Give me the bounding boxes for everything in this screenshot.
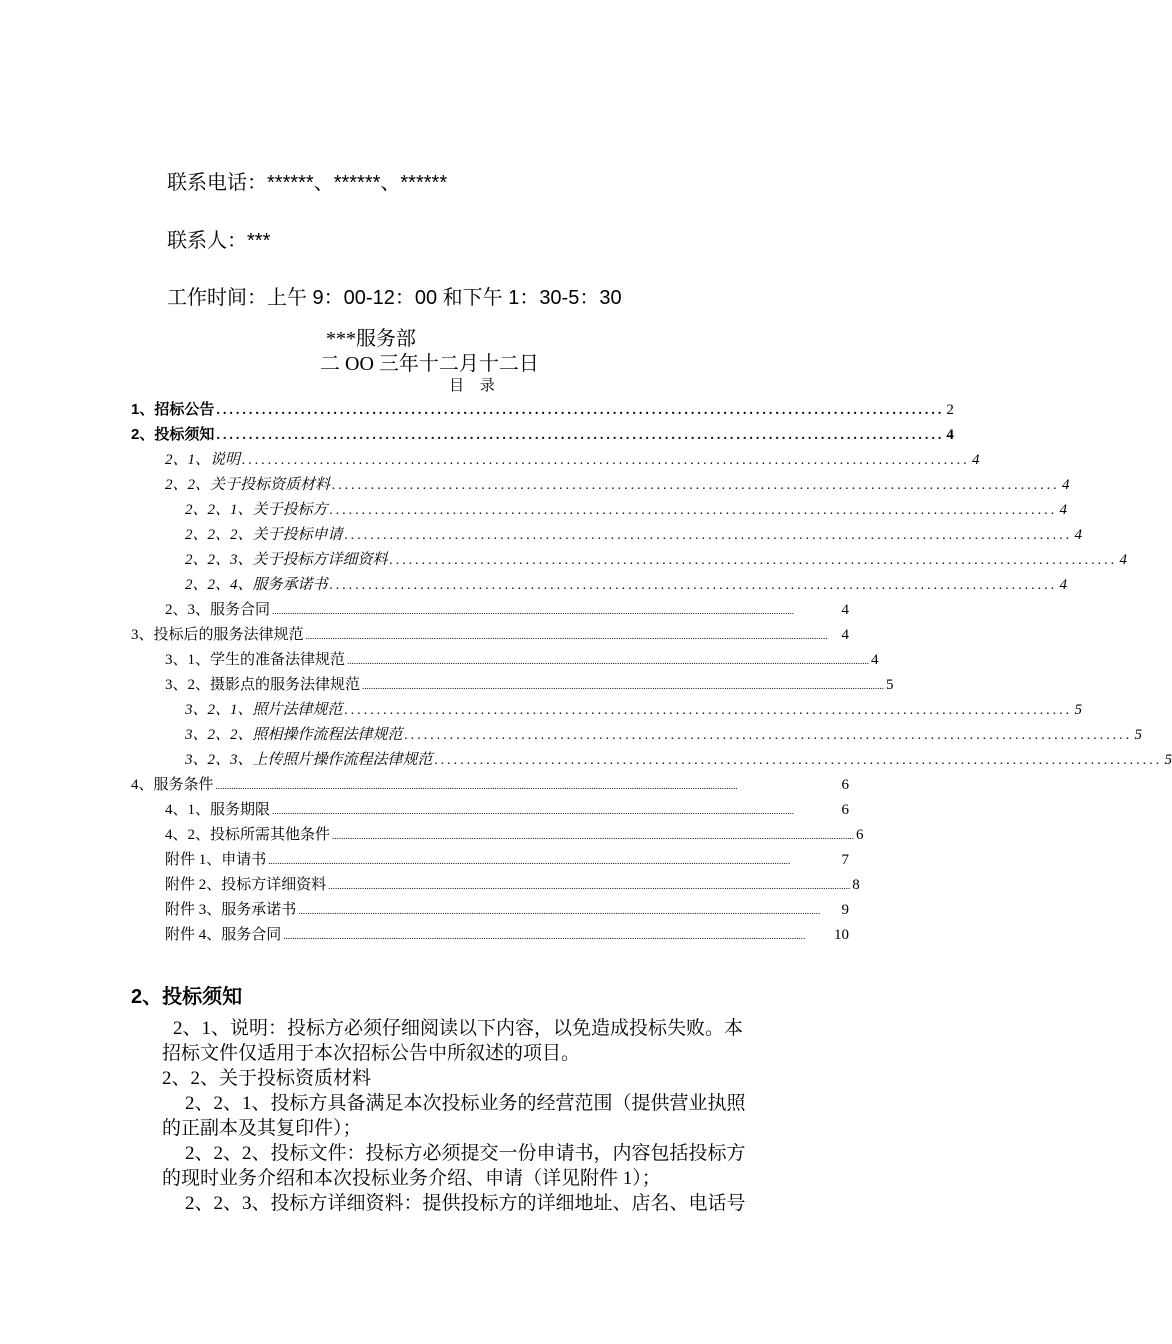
toc-entry-page: 4 [841,627,849,643]
toc-entry-page: 5 [1074,702,1083,718]
toc-leader: ........................................................................................................................................................................................................................................ [272,606,795,616]
section-paragraph-line: 2、1、说明：投标方必须仔细阅读以下内容，以免造成投标失败。本 [173,1018,744,1039]
section-heading: 2、投标须知 [131,986,243,1008]
toc-entry[interactable] [165,673,894,698]
toc-leader: ................................................................................................................ [344,528,1073,543]
section-paragraph-line: 招标文件仅适用于本次招标公告中所叙述的项目。 [162,1043,581,1064]
toc-entry-page: 4 [1059,577,1068,593]
toc-entry-label: 3、2、3、上传照片操作流程法律规范 [185,752,433,768]
toc-entry[interactable] [185,573,1068,598]
toc-entry[interactable] [165,648,879,673]
section-paragraph-line: 2、2、关于投标资质材料 [162,1068,372,1089]
toc-entry-label: 2、2、4、服务承诺书 [185,577,328,593]
section-paragraph-line: 的正副本及其复印件）； [162,1118,362,1139]
toc-title: 目 录 [449,378,501,394]
toc-entry[interactable] [165,823,864,848]
toc-entry-page: 10 [834,927,849,943]
toc-leader: ........................................................................................................................................................................................................................................ [272,806,795,816]
toc-leader: ........................................................................................................................................................................................................................................ [328,881,851,891]
toc-entry-label: 3、2、2、照相操作流程法律规范 [185,727,403,743]
toc-entry-label: 4、1、服务期限 [165,802,271,818]
toc-entry-label: 附件 1、申请书 [165,852,267,868]
working-hours: 工作时间：上午 9：00-12：00 和下午 1：30-5：30 [167,287,622,309]
toc-entry-page: 9 [841,902,849,918]
toc-entry[interactable] [185,698,1083,723]
toc-entry-page: 7 [841,852,849,868]
toc-entry-label: 附件 4、服务合同 [165,927,282,943]
section-paragraph-line: 2、2、2、投标文件：投标方必须提交一份申请书，内容包括投标方 [185,1143,746,1164]
toc-leader: ................................................................................................................ [389,553,1118,568]
toc-entry-page: 4 [1059,502,1068,518]
toc-entry[interactable] [131,623,849,648]
toc-leader: ........................................................................................................................................................................................................................................ [298,906,821,916]
toc-entry[interactable] [131,423,954,448]
contact-phone: 联系电话：******、******、****** [167,172,448,194]
toc-entry-page: 6 [841,777,849,793]
toc-leader: ................................................................................................................ [404,728,1133,743]
toc-leader: ........................................................................................................................................................................................................................................ [283,931,806,941]
toc-leader: ................................................................................................................ [242,453,971,468]
section-paragraph-line: 2、2、3、投标方详细资料：提供投标方的详细地址、店名、电话号 [185,1193,746,1214]
department-name: ***服务部 [326,328,416,350]
toc-leader: ........................................................................................................................................................................................................................................ [268,856,791,866]
toc-entry-page: 6 [841,802,849,818]
toc-entry[interactable] [185,748,1172,773]
toc-leader: ................................................................................................................ [329,578,1058,593]
toc-entry-label: 2、2、2、关于投标申请 [185,527,343,543]
toc-leader: ................................................................................................................ [332,478,1061,493]
toc-entry-label: 2、2、3、关于投标方详细资料 [185,552,388,568]
toc-entry[interactable] [165,473,1070,498]
toc-entry-page: 4 [1062,477,1070,493]
toc-leader: ........................................................................................................................................................................................................................................ [305,631,828,641]
toc-entry-label: 3、2、摄影点的服务法律规范 [165,677,361,693]
toc-entry[interactable] [165,873,860,898]
toc-entry-page: 6 [856,827,864,843]
toc-leader: ................................................................................................................ [434,753,1163,768]
toc-leader: ........................................................................................................................................................................................................................................ [215,781,738,791]
toc-entry-page: 4 [841,602,849,618]
toc-leader: ........................................................................................................................................................................................................................................ [347,656,870,666]
section-paragraph-line: 的现时业务介绍和本次投标业务介绍、申请（详见附件 1）； [162,1168,661,1189]
toc-entry-page: 5 [886,677,894,693]
toc-entry[interactable] [165,598,849,623]
toc-entry-label: 2、投标须知 [131,426,215,443]
toc-leader: ........................................................................................................................................................................................................................................ [362,681,885,691]
toc-leader: ................................................................................................................ [329,503,1058,518]
toc-leader: ................................................................................................................ [344,703,1073,718]
toc-entry[interactable] [165,923,849,948]
toc-entry[interactable] [185,523,1083,548]
toc-entry-page: 2 [946,402,954,418]
toc-entry-label: 2、1、说明 [165,452,241,468]
toc-entry-page: 4 [1119,552,1128,568]
toc-leader: ........................................................................................................................................................................................................................................ [332,831,855,841]
toc-entry[interactable] [165,448,980,473]
toc-entry-page: 8 [852,877,860,893]
toc-entry-label: 2、3、服务合同 [165,602,271,618]
toc-entry[interactable] [185,548,1128,573]
toc-entry[interactable] [165,898,849,923]
toc-entry-page: 4 [972,452,980,468]
toc-entry-page: 4 [871,652,879,668]
toc-entry-label: 3、2、1、照片法律规范 [185,702,343,718]
toc-entry[interactable] [165,848,849,873]
toc-entry-page: 4 [1074,527,1083,543]
toc-entry-label: 附件 3、服务承诺书 [165,902,297,918]
document-date: 二 OO 三年十二月十二日 [320,353,539,375]
toc-entry[interactable] [131,398,954,423]
toc-entry[interactable] [185,498,1068,523]
toc-entry-label: 2、2、关于投标资质材料 [165,477,331,493]
toc-entry-page: 5 [1164,752,1172,768]
toc-leader: ................................................................................................................ [216,428,945,443]
toc-entry-label: 3、1、学生的准备法律规范 [165,652,346,668]
contact-person: 联系人：*** [167,230,271,252]
toc-entry-label: 1、招标公告 [131,401,215,418]
toc-entry-label: 3、投标后的服务法律规范 [131,627,304,643]
toc-entry-label: 2、2、1、关于投标方 [185,502,328,518]
toc-leader: ................................................................................................................ [216,403,945,418]
toc-entry[interactable] [131,773,849,798]
toc-entry-label: 附件 2、投标方详细资料 [165,877,327,893]
toc-entry-label: 4、服务条件 [131,777,214,793]
toc-entry-page: 5 [1134,727,1143,743]
toc-entry-page: 4 [946,427,954,443]
toc-entry[interactable] [165,798,849,823]
section-paragraph-line: 2、2、1、投标方具备满足本次投标业务的经营范围（提供营业执照 [185,1093,746,1114]
toc-entry[interactable] [185,723,1143,748]
toc-entry-label: 4、2、投标所需其他条件 [165,827,331,843]
